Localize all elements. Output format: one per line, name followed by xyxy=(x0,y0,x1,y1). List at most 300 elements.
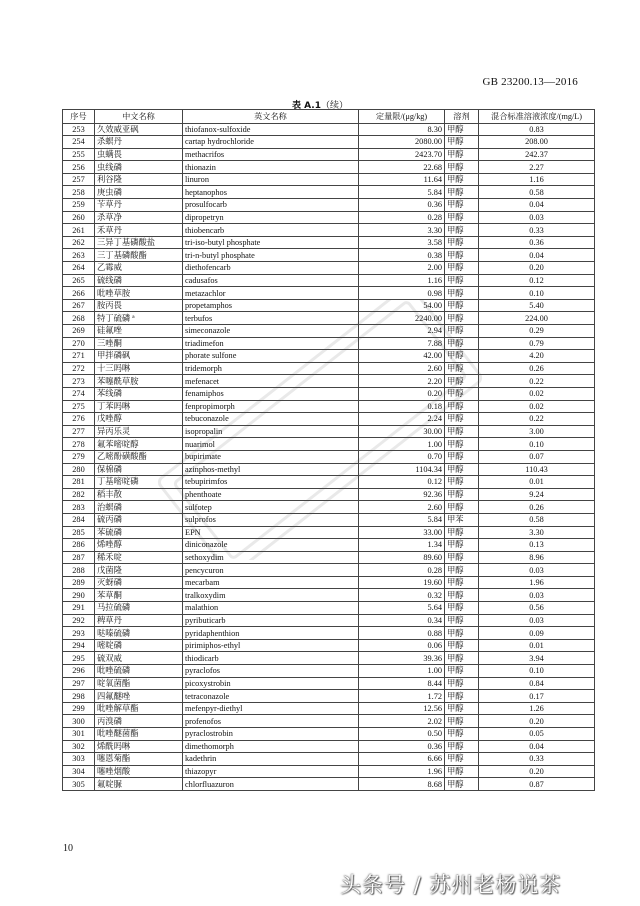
row-quant-limit: 3.58 xyxy=(359,236,445,249)
row-quant-limit: 0.36 xyxy=(359,199,445,212)
table-row xyxy=(63,677,595,690)
row-index: 270 xyxy=(63,337,95,350)
row-english-name: pencycuron xyxy=(183,564,359,577)
row-chinese-name: 吡唑解草酯 xyxy=(95,702,183,715)
row-mix-concentration: 110.43 xyxy=(479,463,595,476)
row-chinese-name: 杀草净 xyxy=(95,211,183,224)
table-body xyxy=(63,123,595,790)
table-row xyxy=(63,740,595,753)
row-solvent: 甲醇 xyxy=(445,652,479,665)
row-solvent: 甲醇 xyxy=(445,476,479,489)
row-chinese-name: 啶氧菌酯 xyxy=(95,677,183,690)
row-quant-limit: 1.00 xyxy=(359,665,445,678)
table-row xyxy=(63,224,595,237)
row-mix-concentration: 1.96 xyxy=(479,576,595,589)
row-solvent: 甲醇 xyxy=(445,463,479,476)
row-english-name: sulprofos xyxy=(183,513,359,526)
row-chinese-name: 噻唑烟酸 xyxy=(95,765,183,778)
row-quant-limit: 0.50 xyxy=(359,728,445,741)
row-english-name: nuarimol xyxy=(183,438,359,451)
row-solvent: 甲醇 xyxy=(445,765,479,778)
row-mix-concentration: 208.00 xyxy=(479,136,595,149)
row-quant-limit: 0.88 xyxy=(359,627,445,640)
row-chinese-name: 三异丁基磷酸盐 xyxy=(95,236,183,249)
row-english-name: phenthoate xyxy=(183,488,359,501)
row-mix-concentration: 1.16 xyxy=(479,173,595,186)
row-solvent: 甲醇 xyxy=(445,199,479,212)
row-mix-concentration: 0.17 xyxy=(479,690,595,703)
row-mix-concentration: 0.22 xyxy=(479,413,595,426)
row-quant-limit: 5.84 xyxy=(359,186,445,199)
table-row xyxy=(63,413,595,426)
row-quant-limit: 8.44 xyxy=(359,677,445,690)
row-solvent: 甲醇 xyxy=(445,325,479,338)
row-chinese-name: 三唑酮 xyxy=(95,337,183,350)
row-index: 279 xyxy=(63,450,95,463)
row-index: 289 xyxy=(63,576,95,589)
row-index: 297 xyxy=(63,677,95,690)
row-quant-limit: 2.02 xyxy=(359,715,445,728)
row-index: 269 xyxy=(63,325,95,338)
row-solvent: 甲醇 xyxy=(445,400,479,413)
row-english-name: malathion xyxy=(183,602,359,615)
table-row xyxy=(63,753,595,766)
row-solvent: 甲醇 xyxy=(445,425,479,438)
row-quant-limit: 0.70 xyxy=(359,450,445,463)
row-solvent: 甲醇 xyxy=(445,539,479,552)
row-chinese-name: 异丙乐灵 xyxy=(95,425,183,438)
row-quant-limit: 2.00 xyxy=(359,262,445,275)
row-english-name: simeconazole xyxy=(183,325,359,338)
row-quant-limit: 22.68 xyxy=(359,161,445,174)
row-english-name: propetamphos xyxy=(183,299,359,312)
table-row xyxy=(63,387,595,400)
row-mix-concentration: 0.83 xyxy=(479,123,595,136)
row-solvent: 甲醇 xyxy=(445,665,479,678)
row-quant-limit: 0.36 xyxy=(359,740,445,753)
row-quant-limit: 33.00 xyxy=(359,526,445,539)
row-solvent: 甲醇 xyxy=(445,639,479,652)
table-row xyxy=(63,728,595,741)
row-index: 282 xyxy=(63,488,95,501)
row-quant-limit: 30.00 xyxy=(359,425,445,438)
table-row xyxy=(63,362,595,375)
row-english-name: prosulfocarb xyxy=(183,199,359,212)
row-solvent: 甲醇 xyxy=(445,526,479,539)
table-row xyxy=(63,639,595,652)
source-watermark: 头条号 / 苏州老杨说茶 xyxy=(340,873,562,897)
row-english-name: cadusafos xyxy=(183,274,359,287)
row-solvent: 甲醇 xyxy=(445,236,479,249)
row-chinese-name: 硫线磷 xyxy=(95,274,183,287)
row-mix-concentration: 0.02 xyxy=(479,400,595,413)
table-row xyxy=(63,778,595,791)
row-index: 254 xyxy=(63,136,95,149)
table-row xyxy=(63,199,595,212)
row-english-name: mefenpyr-diethyl xyxy=(183,702,359,715)
table-row xyxy=(63,249,595,262)
row-mix-concentration: 0.10 xyxy=(479,438,595,451)
col-header-solvent: 溶剂 xyxy=(445,110,479,124)
row-chinese-name: 乙霉威 xyxy=(95,262,183,275)
row-chinese-name: 丙溴磷 xyxy=(95,715,183,728)
table-row xyxy=(63,312,595,325)
row-mix-concentration: 0.02 xyxy=(479,387,595,400)
row-solvent: 甲醇 xyxy=(445,450,479,463)
row-english-name: thionazin xyxy=(183,161,359,174)
row-chinese-name: 丁基嘧啶磷 xyxy=(95,476,183,489)
row-mix-concentration: 3.30 xyxy=(479,526,595,539)
table-row xyxy=(63,425,595,438)
row-solvent: 甲醇 xyxy=(445,564,479,577)
table-row xyxy=(63,211,595,224)
row-mix-concentration: 0.79 xyxy=(479,337,595,350)
row-quant-limit: 1.96 xyxy=(359,765,445,778)
row-mix-concentration: 0.26 xyxy=(479,362,595,375)
row-solvent: 甲醇 xyxy=(445,148,479,161)
row-solvent: 甲醇 xyxy=(445,224,479,237)
row-solvent: 甲醇 xyxy=(445,249,479,262)
row-mix-concentration: 0.58 xyxy=(479,186,595,199)
row-chinese-name: 戊唑醇 xyxy=(95,413,183,426)
row-chinese-name: 硅氟唑 xyxy=(95,325,183,338)
row-quant-limit: 7.88 xyxy=(359,337,445,350)
row-quant-limit: 92.36 xyxy=(359,488,445,501)
row-english-name: fenpropimorph xyxy=(183,400,359,413)
row-mix-concentration: 0.22 xyxy=(479,375,595,388)
row-solvent: 甲醇 xyxy=(445,274,479,287)
row-english-name: tetraconazole xyxy=(183,690,359,703)
row-index: 259 xyxy=(63,199,95,212)
row-quant-limit: 1.72 xyxy=(359,690,445,703)
table-row xyxy=(63,123,595,136)
row-quant-limit: 1104.34 xyxy=(359,463,445,476)
table-row xyxy=(63,287,595,300)
row-quant-limit: 8.30 xyxy=(359,123,445,136)
row-solvent: 甲醇 xyxy=(445,501,479,514)
row-quant-limit: 5.84 xyxy=(359,513,445,526)
row-english-name: tralkoxydim xyxy=(183,589,359,602)
table-row xyxy=(63,501,595,514)
table-row xyxy=(63,173,595,186)
row-chinese-name: 丁苯吗啉 xyxy=(95,400,183,413)
col-header-english-name: 英文名称 xyxy=(183,110,359,124)
row-mix-concentration: 0.87 xyxy=(479,778,595,791)
row-mix-concentration: 0.29 xyxy=(479,325,595,338)
row-index: 287 xyxy=(63,551,95,564)
row-chinese-name: 虫线磷 xyxy=(95,161,183,174)
row-index: 298 xyxy=(63,690,95,703)
row-quant-limit: 0.38 xyxy=(359,249,445,262)
row-solvent: 甲醇 xyxy=(445,602,479,615)
row-quant-limit: 0.28 xyxy=(359,211,445,224)
row-chinese-name: 戊菌隆 xyxy=(95,564,183,577)
row-mix-concentration: 0.20 xyxy=(479,262,595,275)
row-mix-concentration: 0.04 xyxy=(479,199,595,212)
col-header-quant-limit: 定量限/(μg/kg) xyxy=(359,110,445,124)
row-english-name: EPN xyxy=(183,526,359,539)
row-solvent: 甲醇 xyxy=(445,438,479,451)
row-index: 301 xyxy=(63,728,95,741)
row-quant-limit: 0.32 xyxy=(359,589,445,602)
row-chinese-name: 烯唑醇 xyxy=(95,539,183,552)
row-english-name: fenamiphos xyxy=(183,387,359,400)
row-quant-limit: 5.64 xyxy=(359,602,445,615)
row-chinese-name: 苯硫磷 xyxy=(95,526,183,539)
row-chinese-name: 苄草丹 xyxy=(95,199,183,212)
row-chinese-name: 噻恩菊酯 xyxy=(95,753,183,766)
row-solvent: 甲醇 xyxy=(445,778,479,791)
row-english-name: dimethomorph xyxy=(183,740,359,753)
row-index: 261 xyxy=(63,224,95,237)
row-solvent: 甲醇 xyxy=(445,211,479,224)
col-header-mix-concentration: 混合标准溶液浓度/(mg/L) xyxy=(479,110,595,124)
col-header-index: 序号 xyxy=(63,110,95,124)
row-english-name: profenofos xyxy=(183,715,359,728)
row-index: 280 xyxy=(63,463,95,476)
row-index: 283 xyxy=(63,501,95,514)
row-english-name: pyraclostrobin xyxy=(183,728,359,741)
row-solvent: 甲醇 xyxy=(445,551,479,564)
row-english-name: cartap hydrochloride xyxy=(183,136,359,149)
row-quant-limit: 0.34 xyxy=(359,614,445,627)
row-english-name: tebupirimfos xyxy=(183,476,359,489)
row-index: 255 xyxy=(63,148,95,161)
row-chinese-name: 禾草丹 xyxy=(95,224,183,237)
row-english-name: phorate sulfone xyxy=(183,350,359,363)
row-quant-limit: 3.30 xyxy=(359,224,445,237)
row-index: 267 xyxy=(63,299,95,312)
row-quant-limit: 39.36 xyxy=(359,652,445,665)
table-row xyxy=(63,690,595,703)
row-mix-concentration: 0.05 xyxy=(479,728,595,741)
row-chinese-name: 苯线磷 xyxy=(95,387,183,400)
row-english-name: mecarbam xyxy=(183,576,359,589)
row-index: 273 xyxy=(63,375,95,388)
row-quant-limit: 11.64 xyxy=(359,173,445,186)
row-chinese-name: 稗草丹 xyxy=(95,614,183,627)
row-english-name: tebuconazole xyxy=(183,413,359,426)
row-index: 258 xyxy=(63,186,95,199)
row-chinese-name: 稻丰散 xyxy=(95,488,183,501)
row-index: 276 xyxy=(63,413,95,426)
row-quant-limit: 0.18 xyxy=(359,400,445,413)
row-chinese-name: 苯草酮 xyxy=(95,589,183,602)
row-solvent: 甲苯 xyxy=(445,513,479,526)
row-index: 272 xyxy=(63,362,95,375)
table-row xyxy=(63,614,595,627)
row-solvent: 甲醇 xyxy=(445,161,479,174)
row-english-name: chlorfluazuron xyxy=(183,778,359,791)
pesticide-table xyxy=(62,109,595,791)
row-mix-concentration: 0.12 xyxy=(479,274,595,287)
row-chinese-name: 嘧啶磷 xyxy=(95,639,183,652)
row-mix-concentration: 5.40 xyxy=(479,299,595,312)
row-index: 294 xyxy=(63,639,95,652)
table-row xyxy=(63,564,595,577)
row-english-name: sulfotep xyxy=(183,501,359,514)
table-row xyxy=(63,325,595,338)
row-english-name: tridemorph xyxy=(183,362,359,375)
row-mix-concentration: 0.01 xyxy=(479,476,595,489)
row-chinese-name: 保棉磷 xyxy=(95,463,183,476)
row-quant-limit: 89.60 xyxy=(359,551,445,564)
table-row xyxy=(63,161,595,174)
row-quant-limit: 2.60 xyxy=(359,362,445,375)
row-chinese-name: 吡唑醚菌酯 xyxy=(95,728,183,741)
row-solvent: 甲醇 xyxy=(445,702,479,715)
row-index: 290 xyxy=(63,589,95,602)
row-chinese-name: 甲拌磷砜 xyxy=(95,350,183,363)
row-chinese-name: 灭蚜磷 xyxy=(95,576,183,589)
row-index: 299 xyxy=(63,702,95,715)
row-mix-concentration: 0.26 xyxy=(479,501,595,514)
row-index: 296 xyxy=(63,665,95,678)
row-mix-concentration: 0.03 xyxy=(479,614,595,627)
table-caption-suffix: （续） xyxy=(320,101,348,111)
table-row xyxy=(63,400,595,413)
table-row xyxy=(63,476,595,489)
row-english-name: metazachlor xyxy=(183,287,359,300)
row-english-name: dipropetryn xyxy=(183,211,359,224)
table-row xyxy=(63,589,595,602)
row-quant-limit: 2.20 xyxy=(359,375,445,388)
row-quant-limit: 2080.00 xyxy=(359,136,445,149)
row-quant-limit: 54.00 xyxy=(359,299,445,312)
row-mix-concentration: 0.84 xyxy=(479,677,595,690)
table-row xyxy=(63,627,595,640)
table-caption-title: 表 A.1 xyxy=(292,101,321,111)
table-row xyxy=(63,765,595,778)
row-solvent: 甲醇 xyxy=(445,186,479,199)
row-english-name: mefenacet xyxy=(183,375,359,388)
row-quant-limit: 2.24 xyxy=(359,413,445,426)
page-number: 10 xyxy=(63,843,73,854)
table-row xyxy=(63,488,595,501)
row-quant-limit: 0.06 xyxy=(359,639,445,652)
row-chinese-name: 氟啶脲 xyxy=(95,778,183,791)
row-index: 305 xyxy=(63,778,95,791)
row-quant-limit: 42.00 xyxy=(359,350,445,363)
row-index: 291 xyxy=(63,602,95,615)
row-mix-concentration: 0.56 xyxy=(479,602,595,615)
row-mix-concentration: 0.10 xyxy=(479,665,595,678)
row-mix-concentration: 0.58 xyxy=(479,513,595,526)
table-row xyxy=(63,715,595,728)
row-index: 293 xyxy=(63,627,95,640)
row-quant-limit: 1.00 xyxy=(359,438,445,451)
row-mix-concentration: 0.10 xyxy=(479,287,595,300)
row-index: 288 xyxy=(63,564,95,577)
row-chinese-name: 乙嘧酚磺酸酯 xyxy=(95,450,183,463)
row-mix-concentration: 1.26 xyxy=(479,702,595,715)
row-mix-concentration: 0.33 xyxy=(479,753,595,766)
row-chinese-name: 烯酰吗啉 xyxy=(95,740,183,753)
row-mix-concentration: 0.04 xyxy=(479,249,595,262)
row-index: 286 xyxy=(63,539,95,552)
row-index: 262 xyxy=(63,236,95,249)
row-english-name: pirimiphos-ethyl xyxy=(183,639,359,652)
row-index: 268 xyxy=(63,312,95,325)
row-solvent: 甲醇 xyxy=(445,299,479,312)
row-english-name: pyraclofos xyxy=(183,665,359,678)
row-quant-limit: 2423.70 xyxy=(359,148,445,161)
table-row xyxy=(63,148,595,161)
row-mix-concentration: 0.03 xyxy=(479,564,595,577)
table-row xyxy=(63,665,595,678)
row-chinese-name: 四氟醚唑 xyxy=(95,690,183,703)
table-row xyxy=(63,702,595,715)
row-mix-concentration: 242.37 xyxy=(479,148,595,161)
row-chinese-name: 哒嗪硫磷 xyxy=(95,627,183,640)
row-mix-concentration: 4.20 xyxy=(479,350,595,363)
row-mix-concentration: 0.09 xyxy=(479,627,595,640)
row-solvent: 甲醇 xyxy=(445,715,479,728)
row-quant-limit: 0.28 xyxy=(359,564,445,577)
row-chinese-name: 稀禾啶 xyxy=(95,551,183,564)
row-mix-concentration: 0.36 xyxy=(479,236,595,249)
row-english-name: thiofanox-sulfoxide xyxy=(183,123,359,136)
table-row xyxy=(63,539,595,552)
row-mix-concentration: 0.03 xyxy=(479,211,595,224)
row-chinese-name: 特丁硫磷 ª xyxy=(95,312,183,325)
row-english-name: thiazopyr xyxy=(183,765,359,778)
row-quant-limit: 2.60 xyxy=(359,501,445,514)
row-mix-concentration: 0.20 xyxy=(479,765,595,778)
row-solvent: 甲醇 xyxy=(445,362,479,375)
table-row xyxy=(63,262,595,275)
table-row xyxy=(63,438,595,451)
row-index: 285 xyxy=(63,526,95,539)
row-english-name: linuron xyxy=(183,173,359,186)
row-solvent: 甲醇 xyxy=(445,387,479,400)
row-index: 278 xyxy=(63,438,95,451)
row-chinese-name: 氟苯嘧啶醇 xyxy=(95,438,183,451)
row-index: 300 xyxy=(63,715,95,728)
row-chinese-name: 治螟磷 xyxy=(95,501,183,514)
row-english-name: tri-iso-butyl phosphate xyxy=(183,236,359,249)
table-header-row xyxy=(63,110,595,124)
row-solvent: 甲醇 xyxy=(445,488,479,501)
row-english-name: diniconazole xyxy=(183,539,359,552)
row-solvent: 甲醇 xyxy=(445,690,479,703)
row-english-name: pyributicarb xyxy=(183,614,359,627)
row-mix-concentration: 0.07 xyxy=(479,450,595,463)
row-chinese-name: 苯噻酰草胺 xyxy=(95,375,183,388)
row-solvent: 甲醇 xyxy=(445,627,479,640)
row-english-name: heptanophos xyxy=(183,186,359,199)
row-mix-concentration: 0.13 xyxy=(479,539,595,552)
row-english-name: isopropalin xyxy=(183,425,359,438)
row-mix-concentration: 9.24 xyxy=(479,488,595,501)
row-index: 266 xyxy=(63,287,95,300)
row-english-name: thiodicarb xyxy=(183,652,359,665)
row-index: 295 xyxy=(63,652,95,665)
row-solvent: 甲醇 xyxy=(445,413,479,426)
row-quant-limit: 6.66 xyxy=(359,753,445,766)
standard-code: GB 23200.13—2016 xyxy=(482,76,578,88)
row-index: 271 xyxy=(63,350,95,363)
row-mix-concentration: 0.03 xyxy=(479,589,595,602)
row-index: 302 xyxy=(63,740,95,753)
row-mix-concentration: 2.27 xyxy=(479,161,595,174)
row-quant-limit: 2.94 xyxy=(359,325,445,338)
row-index: 281 xyxy=(63,476,95,489)
row-english-name: kadethrin xyxy=(183,753,359,766)
table-row xyxy=(63,513,595,526)
row-chinese-name: 硫双威 xyxy=(95,652,183,665)
row-solvent: 甲醇 xyxy=(445,728,479,741)
